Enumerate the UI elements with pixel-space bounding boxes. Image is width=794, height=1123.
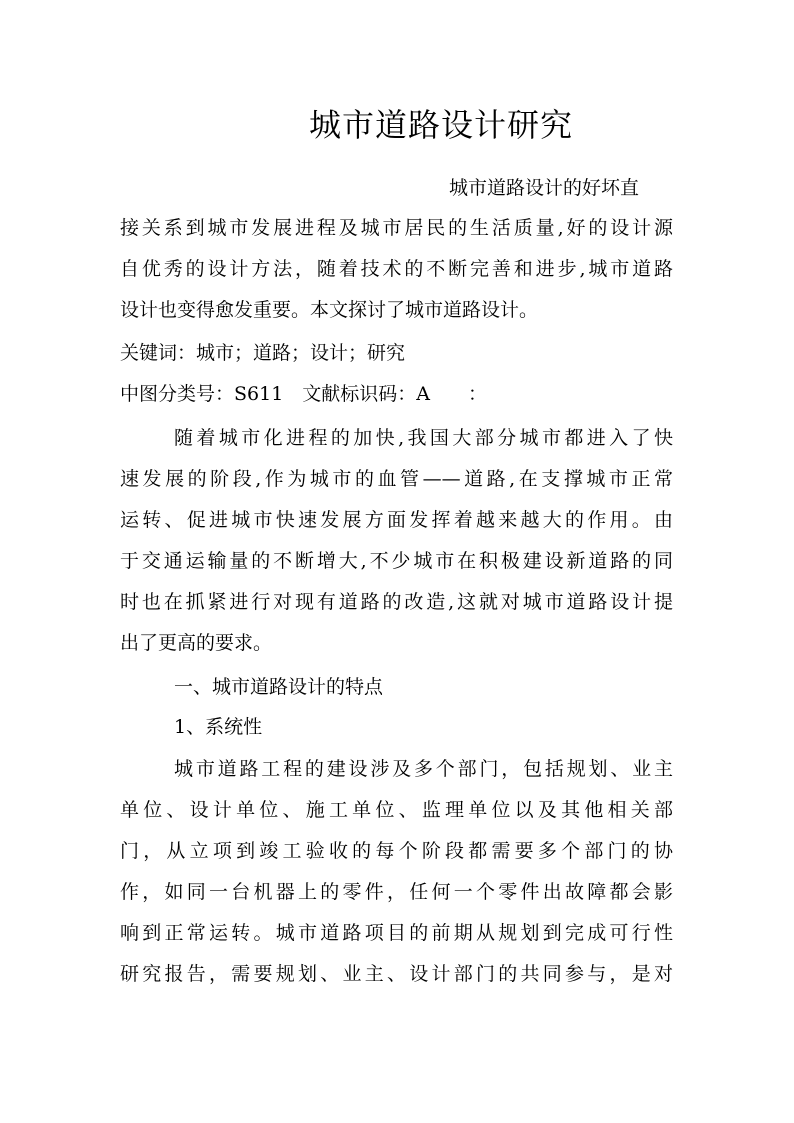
abstract-line: 自优秀的设计方法，随着技术的不断完善和进步,城市道路 [120,258,673,280]
subsection-heading: 1、系统性 [174,716,263,738]
intro-line: 速发展的阶段,作为城市的血管——道路,在支撑城市正常 [120,468,673,490]
intro-line: 运转、促进城市快速发展方面发挥着越来越大的作用。由 [120,509,673,531]
intro-line: 于交通运输量的不断增大,不少城市在积极建设新道路的同 [120,550,673,572]
body-line: 研究报告，需要规划、业主、设计部门的共同参与，是对 [120,963,673,985]
body-line: 城市道路工程的建设涉及多个部门，包括规划、业主 [174,758,673,780]
body-line: 门，从立项到竣工验收的每个阶段都需要多个部门的协 [120,840,673,862]
abstract-line: 设计也变得愈发重要。本文探讨了城市道路设计。 [120,299,539,321]
keywords-line: 关键词：城市；道路；设计；研究 [120,342,406,364]
section-heading: 一、城市道路设计的特点 [174,676,384,698]
body-line: 作，如同一台机器上的零件，任何一个零件出故障都会影 [120,881,673,903]
intro-line: 出了更高的要求。 [120,632,273,654]
intro-line: 时也在抓紧进行对现有道路的改造,这就对城市道路设计提 [120,591,673,613]
abstract-line: 接关系到城市发展进程及城市居民的生活质量,好的设计源 [120,217,673,239]
intro-line: 随着城市化进程的加快,我国大部分城市都进入了快 [174,427,673,449]
abstract-line: 城市道路设计的好坏直 [449,177,640,199]
document-title: 城市道路设计研究 [308,106,573,144]
body-line: 单位、设计单位、施工单位、监理单位以及其他相关部 [120,799,673,821]
body-line: 响到正常运转。城市道路项目的前期从规划到完成可行性 [120,922,673,944]
classification-line: 中图分类号：S611 文献标识码：A ： [120,383,488,405]
